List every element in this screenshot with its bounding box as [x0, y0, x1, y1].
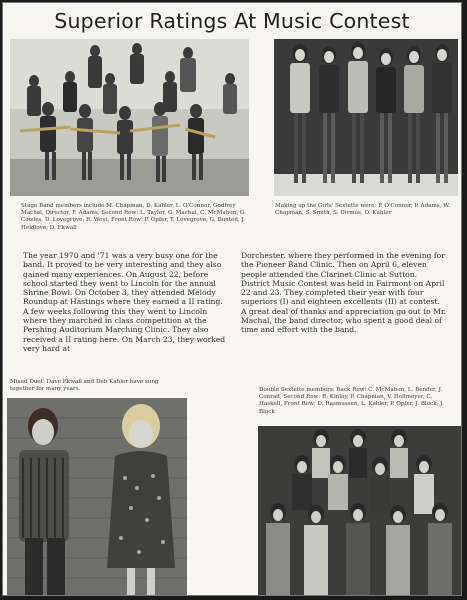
page-title: Superior Ratings At Music Contest — [54, 9, 410, 33]
duet-caption: Mixed Duet: Dave Ekwall and Deb Kahler have sung together for many years. — [10, 379, 159, 393]
stage-band-caption: Stage Band members include M. Chapman, D. Kahler, L. O'Connor, Godfrey Machal, Director, F. Adams, Second Row: L. Taylor, G. Machal, C. McMahon, G. Cowles, D. Lovegrove, R. West, Front Row: P. Opfer, T. Lovegrove, G. Bunted, J. Heldlove, D. Ekwall — [21, 203, 246, 231]
sextette-caption: Making up the Girls' Sextette were: P. O'Connor, P. Adams, W. Chapman, S. Smith, S. Dirmus, D. Kahler — [275, 203, 450, 217]
stage-band-photo — [10, 39, 249, 196]
double-sextette-caption: Double Sextette members: Back Row: C. McMahon, L. Bender, J. Conrad, Second Row: R. Kinley, P. Chapman, V. Hollmeyer, C. Haskell, Front Row: D. Rasmussen, L. Kahler, P. Opfer, J. Block, J. Block — [259, 387, 444, 415]
body-text-column-2: Dorchester, where they performed in the evening for the Pioneer Band Clinic. Then on April 6, eleven people attended the Clarinet Clinic at Sutton. District Music Contest was held in Fairmont on April 22 and 23. They completed their year with four superiors (I) and eighteen excellents (II) at contest. A great deal of thanks and appreciation go out to Mr. Machal, the band director, who spent a good deal of time and effort with the band. — [241, 251, 447, 335]
yearbook-page — [2, 2, 462, 596]
sextette-photo — [274, 39, 458, 196]
double-sextette-photo — [258, 426, 462, 596]
body-text-column-1: The year 1970 and '71 was a very busy one for the band. It proved to be very interesting and they also gained many experiences. On August 22, before school started they went to Lincoln for the annual Shrine Bowl. On October 3, they attended Melody Roundup at Hastings where they earned a II rating. A few weeks following this they went to Lincoln where they marched in class competition at the Pershing Auditorium Marching Clinic. They also received a II rating here. On March 23, they worked very hard at — [23, 251, 226, 353]
duet-photo — [7, 398, 187, 596]
